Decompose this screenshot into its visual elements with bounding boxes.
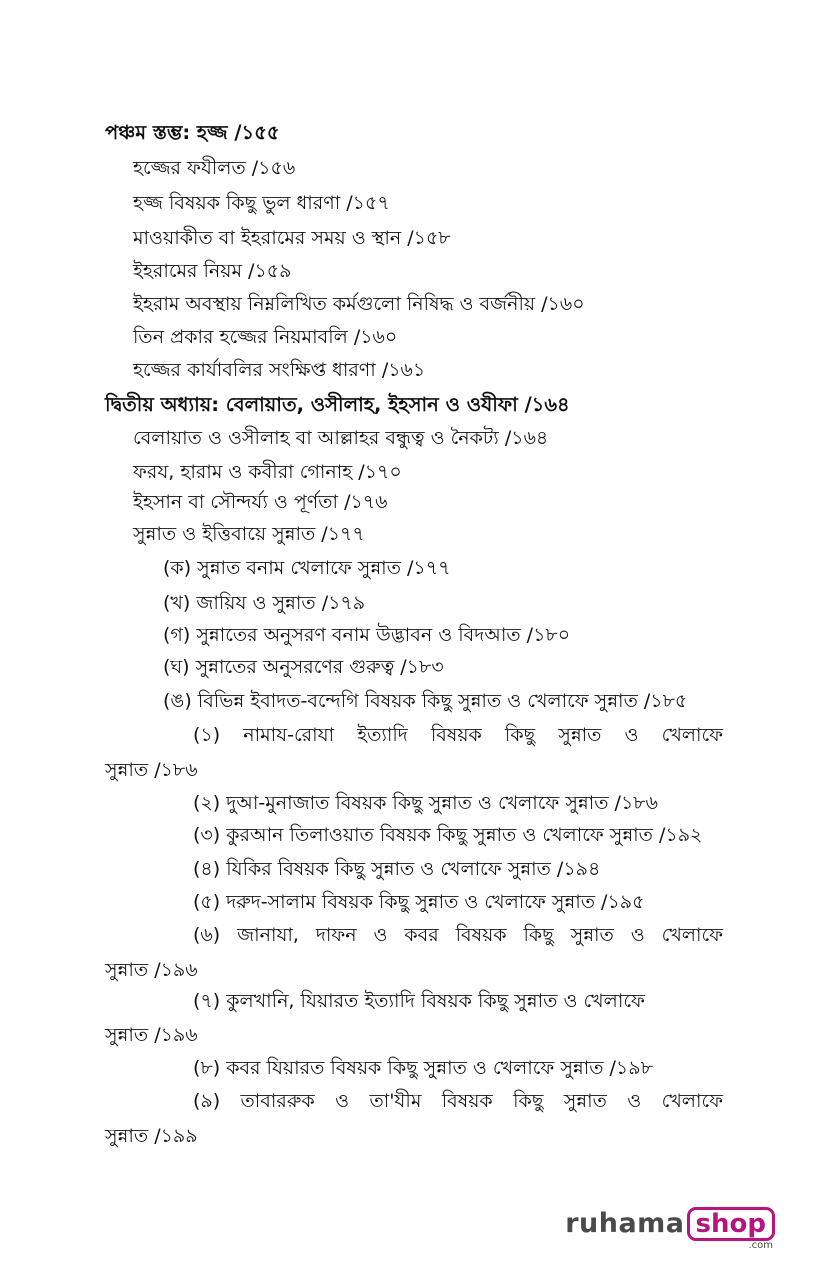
ruhamashop-logo: [565, 1207, 775, 1251]
logo-shop-text: shop: [687, 1207, 775, 1241]
toc-subsubentry: (২) দুআ-মুনাজাত বিষয়ক কিছু সুন্নাত ও খেলাফে সুন্নাত /১৮৬: [193, 792, 658, 814]
toc-entry: তিন প্রকার হজ্জের নিয়মাবলি /১৬০: [133, 326, 398, 348]
toc-subsubentry: (৬) জানাযা, দাফন ও কবর বিষয়ক কিছু সুন্নাত ও খেলাফে: [193, 924, 723, 946]
toc-subentry: (ঙ) বিভিন্ন ইবাদত-বন্দেগি বিষয়ক কিছু সুন্নাত ও খেলাফে সুন্নাত /১৮৫: [163, 690, 688, 712]
toc-continuation: সুন্নাত /১৯৯: [105, 1125, 198, 1147]
toc-entry: হজ্জের ফযীলত /১৫৬: [133, 157, 296, 179]
toc-continuation: সুন্নাত /১৮৬: [105, 759, 198, 781]
toc-entry: সুন্নাত ও ইত্তিবায়ে সুন্নাত /১৭৭: [133, 523, 365, 545]
logo-brand-text: ruhama: [565, 1208, 685, 1239]
toc-entry: ফরয, হারাম ও কবীরা গোনাহ /১৭০: [133, 461, 402, 483]
toc-entry: বেলায়াত ও ওসীলাহ বা আল্লাহর বন্ধুত্ব ও নৈকট্য /১৬৪: [133, 427, 549, 449]
logo-shop-badge: [687, 1207, 775, 1251]
toc-subsubentry: (৪) যিকির বিষয়ক কিছু সুন্নাত ও খেলাফে সুন্নাত /১৯৪: [193, 858, 601, 880]
toc-entry: মাওয়াকীত বা ইহরামের সময় ও স্থান /১৫৮: [133, 227, 451, 249]
toc-subsubentry: (৫) দরুদ-সালাম বিষয়ক কিছু সুন্নাত ও খেলাফে সুন্নাত /১৯৫: [193, 891, 645, 913]
toc-continuation: সুন্নাত /১৯৬: [105, 959, 198, 981]
logo-domain-text: .com: [748, 1240, 773, 1251]
toc-subentry: (ক) সুন্নাত বনাম খেলাফে সুন্নাত /১৭৭: [163, 557, 451, 579]
toc-subentry: (ঘ) সুন্নাতের অনুসরণের গুরুত্ব /১৮৩: [163, 656, 444, 678]
toc-entry: ইহরাম অবস্থায় নিম্নলিখিত কর্মগুলো নিষিদ্ধ ও বর্জনীয় /১৬০: [133, 293, 585, 315]
section-heading-hajj: পঞ্চম স্তম্ভ: হজ্জ /১৫৫: [105, 121, 280, 144]
toc-continuation: সুন্নাত /১৯৬: [105, 1024, 198, 1046]
toc-subsubentry: (১) নামায-রোযা ইত্যাদি বিষয়ক কিছু সুন্নাত ও খেলাফে: [193, 724, 723, 746]
toc-subentry: (গ) সুন্নাতের অনুসরণ বনাম উদ্ভাবন ও বিদআত /১৮০: [163, 624, 571, 646]
chapter-heading: দ্বিতীয় অধ্যায়: বেলায়াত, ওসীলাহ, ইহসান ও ওযীফা /১৬৪: [105, 393, 570, 416]
toc-subsubentry: (৭) কুলখানি, যিয়ারত ইত্যাদি বিষয়ক কিছু সুন্নাত ও খেলাফে: [193, 990, 645, 1012]
toc-subsubentry: (৩) কুরআন তিলাওয়াত বিষয়ক কিছু সুন্নাত ও খেলাফে সুন্নাত /১৯২: [193, 824, 703, 846]
toc-subentry: (খ) জায়িয ও সুন্নাত /১৭৯: [163, 592, 366, 614]
toc-entry: হজ্জের কার্যাবলির সংক্ষিপ্ত ধারণা /১৬১: [133, 359, 426, 381]
toc-entry: ইহরামের নিয়ম /১৫৯: [133, 260, 292, 282]
toc-entry: হজ্জ বিষয়ক কিছু ভুল ধারণা /১৫৭: [133, 192, 390, 214]
toc-subsubentry: (৯) তাবাররুক ও তা'যীম বিষয়ক কিছু সুন্নাত ও খেলাফে: [193, 1090, 723, 1112]
toc-subsubentry: (৮) কবর যিয়ারত বিষয়ক কিছু সুন্নাত ও খেলাফে সুন্নাত /১৯৮: [193, 1057, 653, 1079]
toc-entry: ইহসান বা সৌন্দর্য্য ও পূর্ণতা /১৭৬: [133, 491, 388, 513]
